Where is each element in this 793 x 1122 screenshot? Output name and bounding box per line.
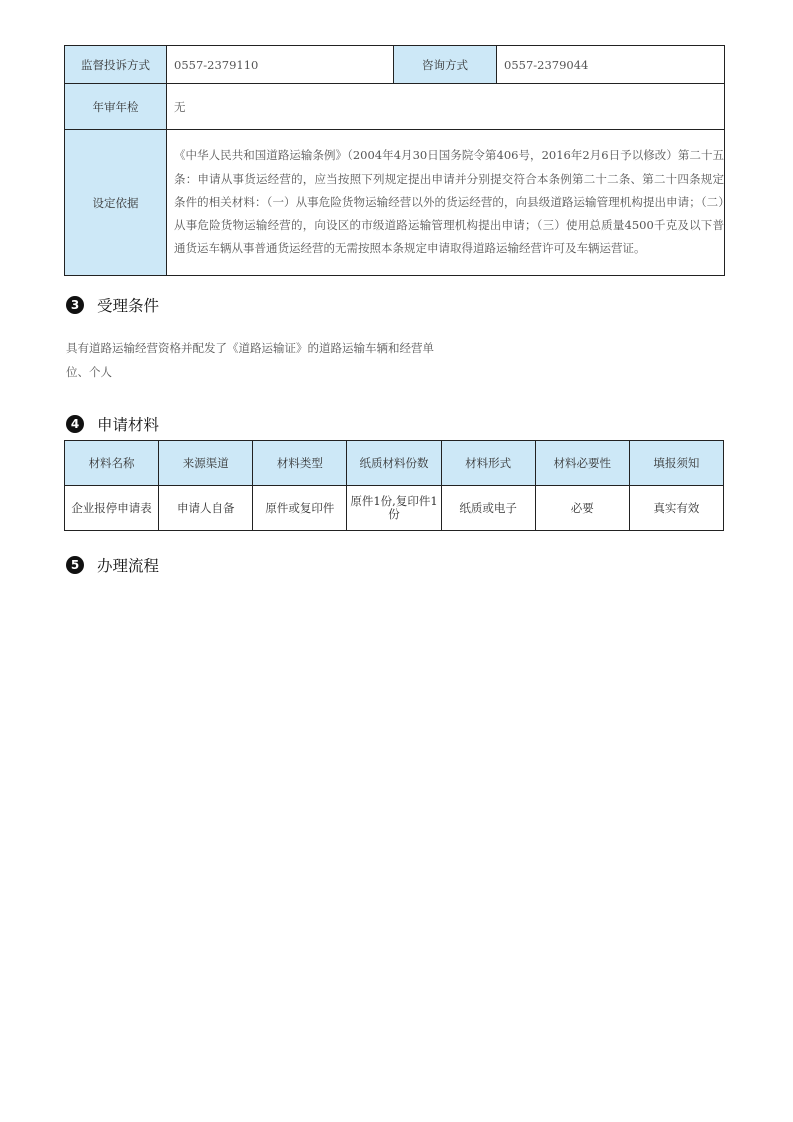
- annual-label: 年审年检: [65, 84, 167, 130]
- section-process: [66, 554, 159, 576]
- materials-table: [64, 440, 724, 531]
- column-header: 材料类型: [253, 441, 347, 486]
- section-acceptance-conditions: [66, 294, 159, 316]
- column-header: 来源渠道: [159, 441, 253, 486]
- consult-label: 咨询方式: [394, 46, 497, 84]
- column-header: 材料名称: [65, 441, 159, 486]
- table-row: [65, 486, 724, 531]
- supervision-label: 监督投诉方式: [65, 46, 167, 84]
- consult-value: 0557-2379044: [497, 46, 725, 84]
- section-title: 申请材料: [97, 416, 160, 434]
- table-cell: 真实有效: [629, 486, 723, 531]
- column-header: 纸质材料份数: [347, 441, 441, 486]
- table-cell: 必要: [535, 486, 629, 531]
- table-row: [65, 130, 725, 276]
- basis-label: 设定依据: [65, 130, 167, 276]
- section-application-materials: [66, 413, 159, 435]
- annual-value: 无: [167, 84, 725, 130]
- basis-value: 《中华人民共和国道路运输条例》（2004年4月30日国务院令第406号，2016年2月6日予以修改）第二十五条：申请从事货运经营的，应当按照下列规定提出申请并分别提交符合本条例第二十二条、第二十四条规定条件的相关材料：（一）从事危险货物运输经营以外的货运经营的，向县级道路运输管理机构提出申请；（二）从事危险货物运输经营的，向设区的市级道路运输管理机构提出申请；（三）使用总质量4500千克及以下普通货运车辆从事普通货运经营的无需按照本条规定申请取得道路运输经营许可及车辆运营证。: [167, 130, 725, 276]
- table-cell: 企业报停申请表: [65, 486, 159, 531]
- table-cell: 原件1份,复印件1份: [347, 486, 441, 531]
- table-header-row: [65, 441, 724, 486]
- table-cell: 原件或复印件: [253, 486, 347, 531]
- supervision-value: 0557-2379110: [167, 46, 394, 84]
- conditions-line: 位、个人: [66, 365, 112, 379]
- section-number-badge: 3: [66, 296, 84, 314]
- acceptance-conditions-text: [66, 336, 466, 384]
- table-row: [65, 46, 725, 84]
- column-header: 填报须知: [629, 441, 723, 486]
- table-cell: 申请人自备: [159, 486, 253, 531]
- column-header: 材料形式: [441, 441, 535, 486]
- section-number-badge: 5: [66, 556, 84, 574]
- conditions-line: 具有道路运输经营资格并配发了《道路运输证》的道路运输车辆和经营单: [66, 341, 434, 355]
- table-cell: 纸质或电子: [441, 486, 535, 531]
- column-header: 材料必要性: [535, 441, 629, 486]
- section-title: 受理条件: [97, 297, 160, 315]
- section-title: 办理流程: [97, 557, 160, 575]
- table-row: [65, 84, 725, 130]
- section-number-badge: 4: [66, 415, 84, 433]
- info-table: [64, 45, 725, 276]
